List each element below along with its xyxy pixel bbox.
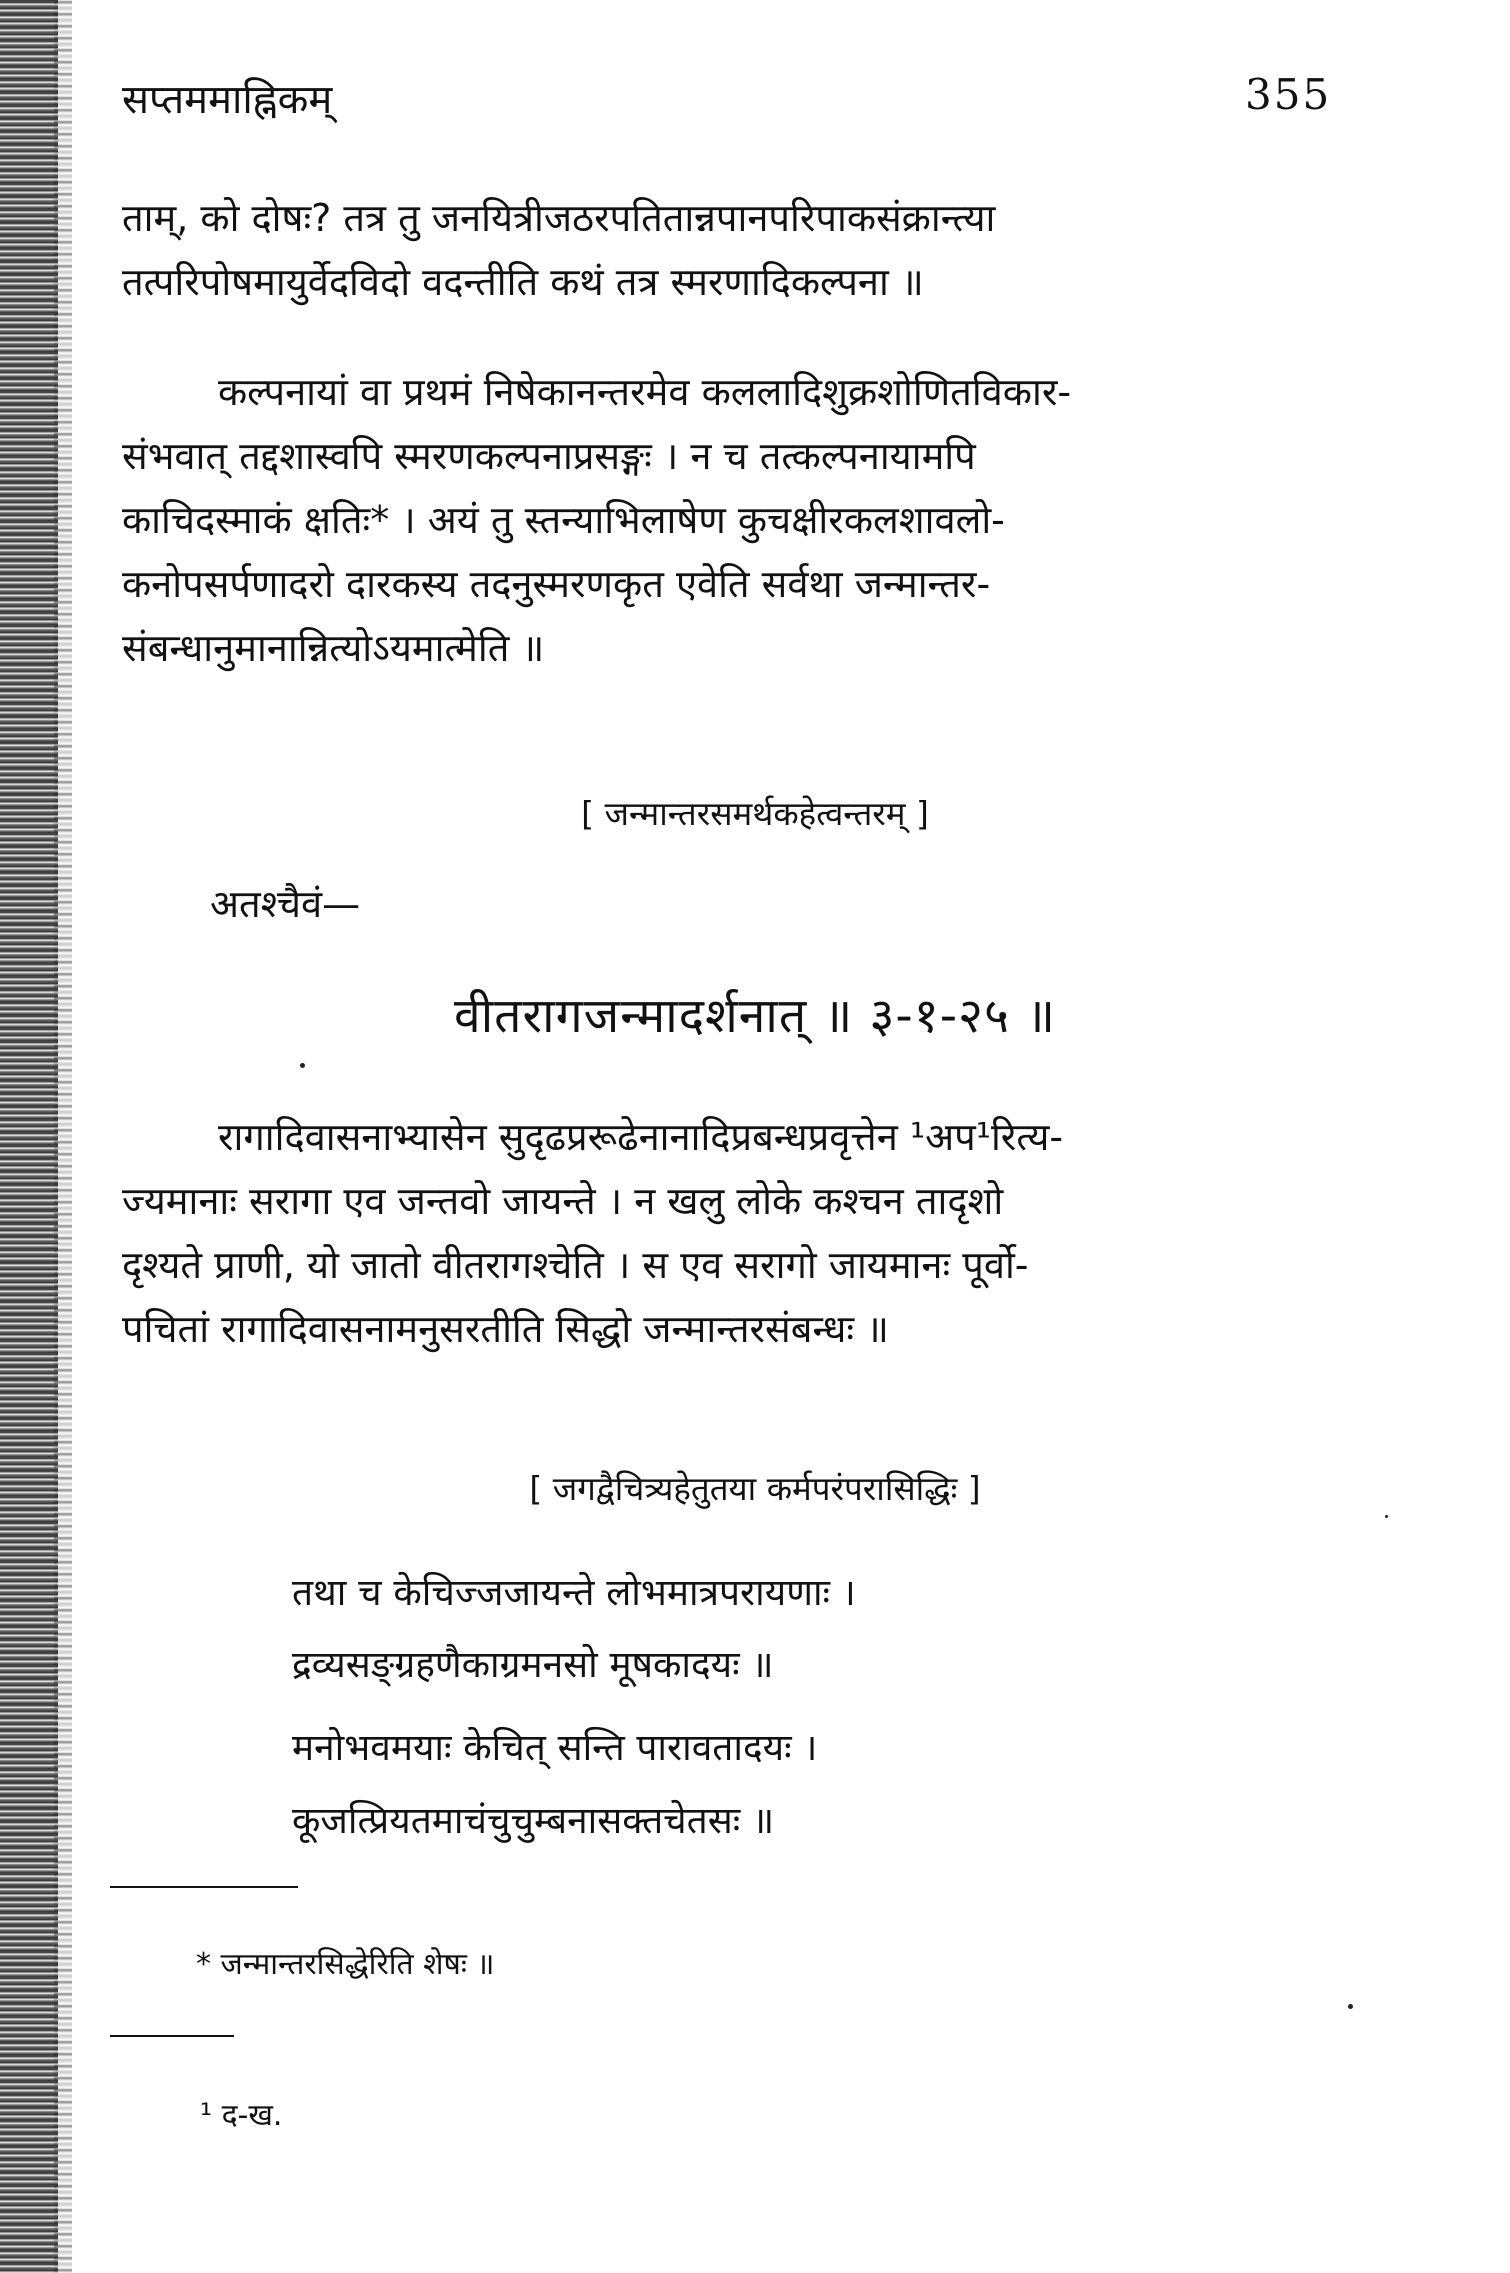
sutra-line: वीतरागजन्मादर्शनात् ॥ ३-१-२५ ॥: [454, 988, 1056, 1044]
paragraph-line: कनोपसर्पणादरो दारकस्य तदनुस्मरणकृत एवेति सर्वथा जन्मान्तर-: [122, 562, 991, 606]
scanned-page-edge: [0, 0, 58, 2273]
intro-text: अतश्चैवं—: [210, 882, 361, 926]
paragraph-2: [122, 360, 1332, 680]
footnote-separator: [110, 1886, 298, 1888]
verse-line: तथा च केचिज्जजायन्ते लोभमात्रपरायणाः ।: [292, 1571, 856, 1614]
verse-line: मनोभवमयाः केचित् सन्ति पारावतादयः ।: [292, 1726, 818, 1769]
page-number: 355: [1245, 70, 1332, 119]
footnote-separator: [110, 2035, 234, 2037]
paragraph-line: संभवात् तद्दशास्वपि स्मरणकल्पनाप्रसङ्गः । न च तत्कल्पनायामपि: [122, 434, 976, 478]
paragraph-line: रागादिवासनाभ्यासेन सुदृढप्ररूढेनानादिप्रबन्धप्रवृत्तेन ¹अप¹रित्य-: [218, 1115, 1064, 1159]
section-heading-2: [ जगद्वैचित्र्यहेतुतया कर्मपरंपरासिद्धिः ]: [529, 1469, 981, 1508]
paragraph-1: [122, 186, 1332, 314]
paragraph-line: पचितां रागादिवासनामनुसरतीति सिद्धो जन्मान्तरसंबन्धः ॥: [122, 1307, 889, 1351]
footnote-star: * जन्मान्तरसिद्धेरिति शेषः ॥: [196, 1947, 495, 1982]
paragraph-line: तत्परिपोषमायुर्वेदविदो वदन्तीति कथं तत्र स्मरणादिकल्पना ॥: [122, 260, 924, 304]
scan-speck: [300, 1063, 305, 1068]
paragraph-3: [122, 1105, 1332, 1361]
paragraph-line: ज्यमानाः सरागा एव जन्तवो जायन्ते । न खलु लोके कश्चन तादृशो: [122, 1179, 1004, 1223]
paragraph-line: दृश्यते प्राणी, यो जातो वीतरागश्चेति । स एव सरागो जायमानः पूर्वो-: [122, 1243, 1029, 1287]
scan-speck: [1348, 2004, 1353, 2009]
footnote-one: ¹ द-ख.: [200, 2098, 283, 2133]
paragraph-line: ताम्, को दोषः? तत्र तु जनयित्रीजठरपतितान्नपानपरिपाकसंक्रान्त्या: [122, 196, 996, 240]
running-head: सप्तममाह्निकम्: [122, 77, 333, 123]
section-heading-1: [ जन्मान्तरसमर्थकहेत्वन्तरम् ]: [581, 794, 929, 833]
verse-line: द्रव्यसङ्ग्रहणैकाग्रमनसो मूषकादयः ॥: [292, 1643, 774, 1686]
scan-speck: [1385, 1515, 1388, 1518]
verse-line: कूजत्प्रियतमाचंचुचुम्बनासक्तचेतसः ॥: [292, 1799, 775, 1842]
paragraph-line: कल्पनायां वा प्रथमं निषेकानन्तरमेव कललादिशुक्रशोणितविकार-: [218, 370, 1072, 414]
paragraph-line: काचिदस्माकं क्षतिः* । अयं तु स्तन्याभिलाषेण कुचक्षीरकलशावलो-: [122, 498, 1005, 542]
paragraph-line: संबन्धानुमानान्नित्योऽयमात्मेति ॥: [122, 626, 545, 670]
